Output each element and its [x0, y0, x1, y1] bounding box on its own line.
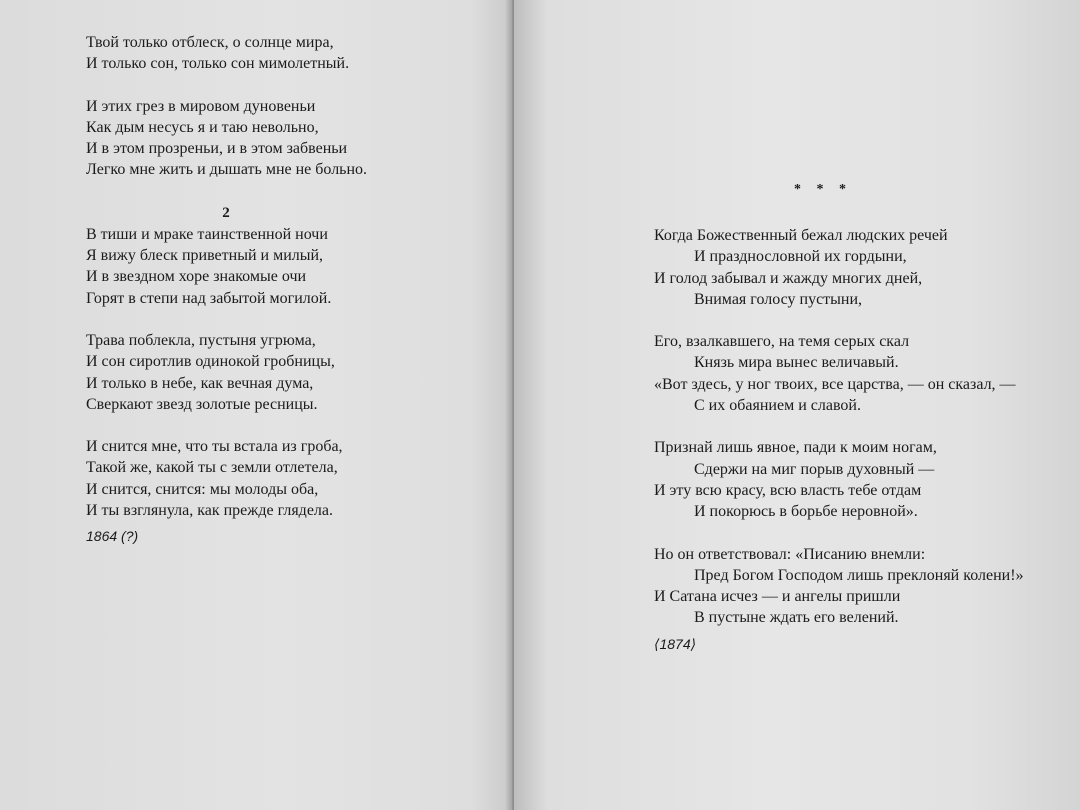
- poem-line: И снится мне, что ты встала из гроба,: [86, 438, 343, 456]
- poem-line: Горят в степи над забытой могилой.: [86, 289, 332, 307]
- stanza: [86, 436, 367, 521]
- left-page: [0, 0, 512, 810]
- stanza: [654, 331, 1024, 416]
- poem-line: Пред Богом Господом лишь преклоняй колени!»: [694, 566, 1024, 584]
- poem-date: 1864 (?): [86, 528, 139, 545]
- poem-line: И ты взглянула, как прежде глядела.: [86, 502, 333, 520]
- poem-line: И только в небе, как вечная дума,: [86, 374, 314, 392]
- poem-line: В тиши и мраке таинственной ночи: [86, 225, 328, 243]
- poem-line: Как дым несусь я и таю невольно,: [86, 118, 319, 136]
- poem-line: И празднословной их гордыни,: [694, 248, 907, 266]
- poem-line: И голод забывал и жажду многих дней,: [654, 269, 923, 287]
- poem-line: И в этом прозреньи, и в этом забвеньи: [86, 140, 348, 158]
- right-page: [514, 0, 1080, 810]
- poem-line: И только сон, только сон мимолетный.: [86, 55, 350, 73]
- poem-line: Легко мне жить и дышать мне не больно.: [86, 161, 368, 179]
- poem-date: ⟨1874⟩: [654, 635, 697, 652]
- poem-line: Я вижу блеск приветный и милый,: [86, 247, 324, 265]
- stanza: [654, 437, 1024, 522]
- poem-line: Трава поблекла, пустыня угрюма,: [86, 331, 316, 349]
- poem-line: Его, взалкавшего, на темя серых скал: [654, 333, 910, 351]
- poem-line: И эту всю красу, всю власть тебе отдам: [654, 481, 922, 499]
- stanza: [86, 96, 367, 181]
- poem-line: Твой только отблеск, о солнце мира,: [86, 34, 334, 51]
- stanza: [86, 330, 367, 415]
- poem-line: Сдержи на миг порыв духовный —: [694, 460, 935, 478]
- poem-line: Когда Божественный бежал людских речей: [654, 227, 948, 244]
- poem-line: И этих грез в мировом дуновеньи: [86, 97, 316, 115]
- poem-line: Но он ответствовал: «Писанию внемли:: [654, 545, 926, 563]
- stanza: [654, 544, 1024, 629]
- poem-line: С их обаянием и славой.: [694, 397, 861, 415]
- stanza: [86, 224, 367, 309]
- poem-line: И покорюсь в борьбе неровной».: [694, 503, 918, 521]
- stanza: [86, 32, 367, 75]
- poem-line: Внимая голосу пустыни,: [694, 290, 863, 308]
- poem-line: И Сатана исчез — и ангелы пришли: [654, 588, 901, 606]
- right-page-text: [654, 225, 1024, 653]
- poem-line: В пустыне ждать его велений.: [694, 609, 899, 627]
- poem-line: Сверкают звезд золотые ресницы.: [86, 395, 318, 413]
- poem-line: И снится, снится: мы молоды оба,: [86, 480, 319, 498]
- poem-line: И в звездном хоре знакомые очи: [86, 268, 307, 286]
- section-number: 2: [222, 204, 230, 221]
- left-page-text: [86, 32, 367, 544]
- poem-line: Признай лишь явное, пади к моим ногам,: [654, 439, 937, 457]
- poem-line: Князь мира вынес величавый.: [694, 354, 899, 372]
- stanza: [654, 225, 1024, 310]
- poem-line: И сон сиротлив одинокой гробницы,: [86, 353, 335, 371]
- poem-line: Такой же, какой ты с земли отлетела,: [86, 459, 338, 477]
- section-asterisks: * * *: [794, 182, 852, 197]
- poem-line: «Вот здесь, у ног твоих, все царства, — он сказал, —: [654, 375, 1016, 393]
